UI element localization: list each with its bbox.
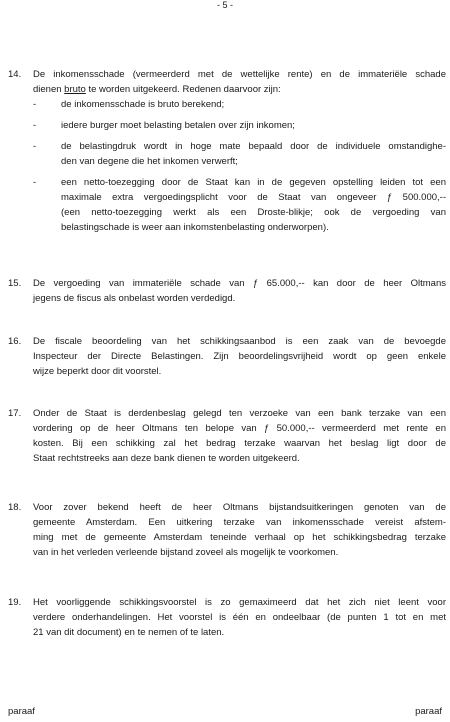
dash-marker: - xyxy=(33,177,37,188)
underlined-word: bruto xyxy=(64,84,86,95)
section-number: 16. xyxy=(8,336,22,347)
text-line: den van degene die het inkomen verwerft; xyxy=(61,156,238,167)
text-line: De vergoeding van immateriële schade van ƒ 65.000,-- kan door de heer Oltmans xyxy=(33,278,446,289)
text-line: de belastingdruk wordt in hoge mate bepaald door de individuele omstandighe- xyxy=(61,141,446,152)
section-number: 17. xyxy=(8,408,22,419)
text-line xyxy=(33,82,446,97)
text-line: Staat rechtstreeks aan deze bank dienen te worden uitgekeerd. xyxy=(33,453,300,464)
text-line: (een netto-toezegging werkt als een Droste-blikje; ook de vergoeding van xyxy=(61,207,446,218)
text-line: 21 van dit document) en te nemen of te laten. xyxy=(33,627,225,638)
section-number: 15. xyxy=(8,278,22,289)
section-body xyxy=(33,406,446,466)
section-body xyxy=(33,67,446,97)
text-line: verdere onderhandelingen. Het voorstel is één en ondeelbaar (de punten 1 tot en met xyxy=(33,612,446,623)
text-line: Inspecteur der Directe Belastingen. Zijn beoordelingsvrijheid wordt op geen enkele xyxy=(33,351,446,362)
text-line: vordering op de heer Oltmans ten belope van ƒ 50.000,-- vermeerderd met rente en xyxy=(33,423,446,434)
list-item xyxy=(33,175,446,235)
dash-marker: - xyxy=(33,120,37,131)
section-body xyxy=(33,500,446,560)
text-line: iedere burger moet belasting betalen over zijn inkomen; xyxy=(61,120,295,131)
text-line: Onder de Staat is derdenbeslag gelegd ten verzoeke van een bank terzake van een xyxy=(33,408,446,419)
text-line: van in het verleden verleende bijstand zoveel als mogelijk te voorkomen. xyxy=(33,547,339,558)
text-line: de inkomensschade is bruto berekend; xyxy=(61,99,225,110)
page-number: - 5 - xyxy=(216,0,233,10)
paraaf-label: paraaf xyxy=(415,706,442,717)
text-line: kosten. Bij een schikking zal het bedrag terzake waarvan het beslag ligt door de xyxy=(33,438,446,449)
bullet-list xyxy=(33,97,446,235)
list-item xyxy=(33,139,446,169)
footer-paraaf-left xyxy=(8,706,35,718)
dash-marker: - xyxy=(33,141,37,152)
section-body xyxy=(33,276,446,306)
section-body xyxy=(33,595,446,640)
section-number: 18. xyxy=(8,502,22,513)
section-number: 14. xyxy=(8,69,22,80)
text-line: gemeente Amsterdam. Een uitkering terzake van inkomensschade vereist afstem- xyxy=(33,517,446,528)
text-line: belastingschade is weer aan inkomstenbelasting onderworpen). xyxy=(61,222,329,233)
text-line: Het voorliggende schikkingsvoorstel is zo gemaximeerd dat het zich niet leent voor xyxy=(33,597,446,608)
section-body xyxy=(33,334,446,379)
footer-paraaf-right xyxy=(415,706,442,718)
list-item xyxy=(33,118,446,133)
text-line: jegens de fiscus als onbelast worden verdedigd. xyxy=(33,293,236,304)
text-fragment: dienen xyxy=(33,84,65,95)
text-line: een netto-toezegging door de Staat kan in de gegeven opstelling leiden tot een xyxy=(61,177,446,188)
section-number: 19. xyxy=(8,597,22,608)
text-line: De inkomensschade (vermeerderd met de wettelijke rente) en de immateriële schade xyxy=(33,69,446,80)
list-item xyxy=(33,97,446,112)
text-line: De fiscale beoordeling van het schikkingsaanbod is een zaak van de bevoegde xyxy=(33,336,446,347)
paraaf-label: paraaf xyxy=(8,706,35,717)
text-line: Voor zover bekend heeft de heer Oltmans bijstandsuitkeringen genoten van de xyxy=(33,502,446,513)
text-fragment: te worden uitgekeerd. Redenen daarvoor zijn: xyxy=(85,84,281,95)
text-line: wijze beperkt door dit voorstel. xyxy=(33,366,162,377)
dash-marker: - xyxy=(33,99,37,110)
text-line: ming met de gemeente Amsterdam teneinde verhaal op het schikkingsbedrag terzake xyxy=(33,532,446,543)
text-line: maximale extra vergoedingsplicht voor de Staat van ongeveer ƒ 500.000,-- xyxy=(61,192,446,203)
